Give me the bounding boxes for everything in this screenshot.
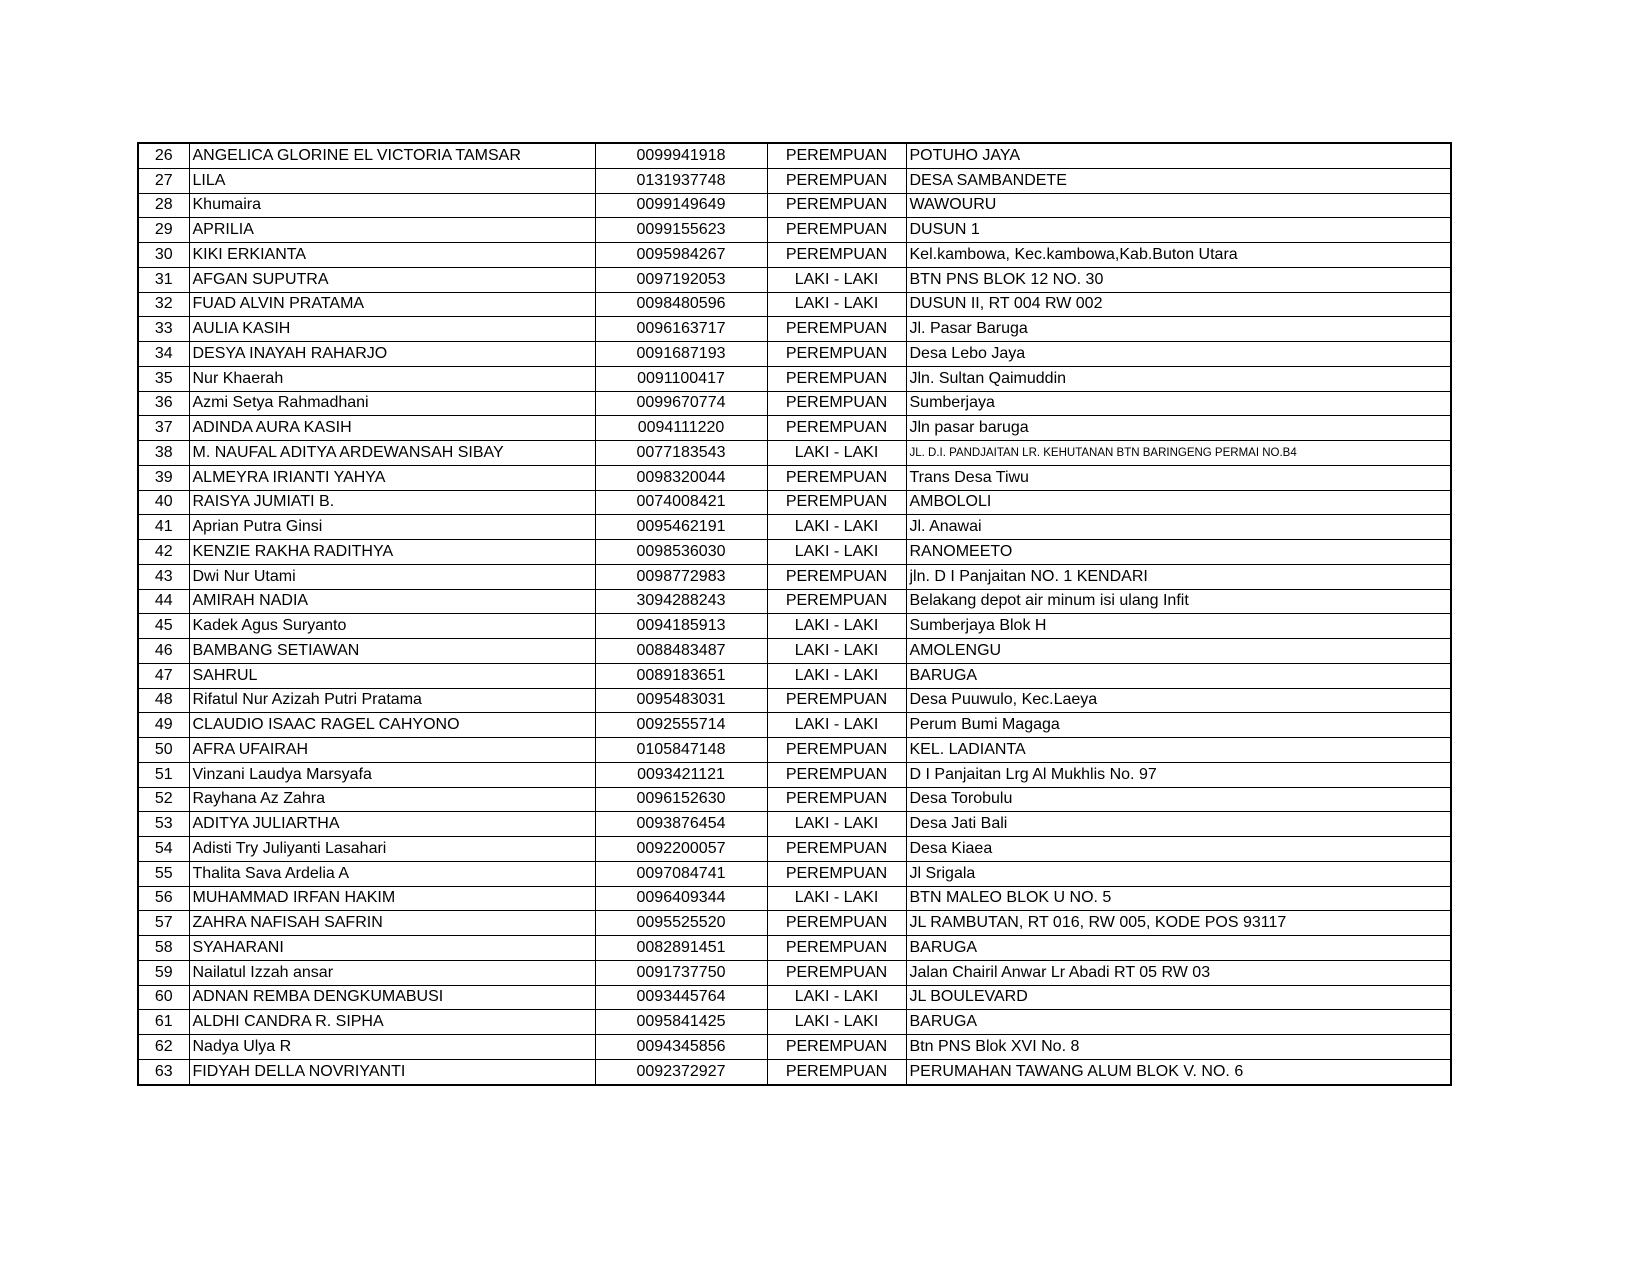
student-id-cell: 0091100417 (595, 366, 767, 391)
gender-cell: LAKI - LAKI (767, 663, 906, 688)
table-row (138, 688, 1451, 713)
student-id-cell: 0091687193 (595, 342, 767, 367)
row-number-cell: 32 (138, 292, 189, 317)
student-id-cell: 0094111220 (595, 416, 767, 441)
gender-cell: PEREMPUAN (767, 465, 906, 490)
gender-cell: LAKI - LAKI (767, 441, 906, 466)
gender-cell: PEREMPUAN (767, 688, 906, 713)
gender-cell: PEREMPUAN (767, 143, 906, 168)
row-number-cell: 55 (138, 861, 189, 886)
student-name-cell: RAISYA JUMIATI B. (189, 490, 595, 515)
row-number-cell: 56 (138, 886, 189, 911)
address-cell: jln. D I Panjaitan NO. 1 KENDARI (906, 564, 1451, 589)
table-row (138, 639, 1451, 664)
gender-cell: PEREMPUAN (767, 193, 906, 218)
student-id-cell: 0096152630 (595, 787, 767, 812)
address-cell: Jalan Chairil Anwar Lr Abadi RT 05 RW 03 (906, 960, 1451, 985)
student-id-cell: 0099155623 (595, 218, 767, 243)
table-row (138, 762, 1451, 787)
gender-cell: PEREMPUAN (767, 416, 906, 441)
table-row (138, 837, 1451, 862)
row-number-cell: 57 (138, 911, 189, 936)
student-name-cell: Rifatul Nur Azizah Putri Pratama (189, 688, 595, 713)
student-name-cell: LILA (189, 168, 595, 193)
student-id-cell: 0092372927 (595, 1059, 767, 1084)
gender-cell: PEREMPUAN (767, 391, 906, 416)
row-number-cell: 54 (138, 837, 189, 862)
row-number-cell: 46 (138, 639, 189, 664)
address-cell: BTN PNS BLOK 12 NO. 30 (906, 267, 1451, 292)
table-row (138, 663, 1451, 688)
table-row (138, 193, 1451, 218)
gender-cell: LAKI - LAKI (767, 614, 906, 639)
student-id-cell: 0094345856 (595, 1035, 767, 1060)
gender-cell: PEREMPUAN (767, 1059, 906, 1084)
row-number-cell: 63 (138, 1059, 189, 1084)
student-id-cell: 0082891451 (595, 936, 767, 961)
table-row (138, 886, 1451, 911)
gender-cell: PEREMPUAN (767, 837, 906, 862)
student-id-cell: 0105847148 (595, 738, 767, 763)
gender-cell: PEREMPUAN (767, 936, 906, 961)
row-number-cell: 34 (138, 342, 189, 367)
gender-cell: PEREMPUAN (767, 243, 906, 268)
student-name-cell: APRILIA (189, 218, 595, 243)
address-cell: Desa Lebo Jaya (906, 342, 1451, 367)
gender-cell: PEREMPUAN (767, 218, 906, 243)
student-name-cell: FUAD ALVIN PRATAMA (189, 292, 595, 317)
gender-cell: LAKI - LAKI (767, 812, 906, 837)
gender-cell: PEREMPUAN (767, 490, 906, 515)
student-name-cell: Adisti Try Juliyanti Lasahari (189, 837, 595, 862)
address-cell: BARUGA (906, 663, 1451, 688)
gender-cell: LAKI - LAKI (767, 886, 906, 911)
address-cell: Sumberjaya (906, 391, 1451, 416)
student-name-cell: ALMEYRA IRIANTI YAHYA (189, 465, 595, 490)
gender-cell: PEREMPUAN (767, 787, 906, 812)
row-number-cell: 58 (138, 936, 189, 961)
gender-cell: PEREMPUAN (767, 762, 906, 787)
table-row (138, 911, 1451, 936)
student-name-cell: AULIA KASIH (189, 317, 595, 342)
gender-cell: LAKI - LAKI (767, 985, 906, 1010)
row-number-cell: 52 (138, 787, 189, 812)
address-cell: Perum Bumi Magaga (906, 713, 1451, 738)
student-id-cell: 0077183543 (595, 441, 767, 466)
student-id-cell: 3094288243 (595, 589, 767, 614)
row-number-cell: 53 (138, 812, 189, 837)
table-row (138, 936, 1451, 961)
row-number-cell: 48 (138, 688, 189, 713)
student-name-cell: M. NAUFAL ADITYA ARDEWANSAH SIBAY (189, 441, 595, 466)
row-number-cell: 27 (138, 168, 189, 193)
student-id-cell: 0099941918 (595, 143, 767, 168)
table-row (138, 143, 1451, 168)
gender-cell: LAKI - LAKI (767, 540, 906, 565)
address-cell: AMBOLOLI (906, 490, 1451, 515)
student-id-cell: 0095525520 (595, 911, 767, 936)
row-number-cell: 44 (138, 589, 189, 614)
student-name-cell: Aprian Putra Ginsi (189, 515, 595, 540)
student-name-cell: Vinzani Laudya Marsyafa (189, 762, 595, 787)
row-number-cell: 33 (138, 317, 189, 342)
address-cell: DUSUN II, RT 004 RW 002 (906, 292, 1451, 317)
student-table (137, 142, 1452, 1086)
address-cell: D I Panjaitan Lrg Al Mukhlis No. 97 (906, 762, 1451, 787)
table-row (138, 292, 1451, 317)
table-row (138, 713, 1451, 738)
table-row (138, 540, 1451, 565)
student-id-cell: 0088483487 (595, 639, 767, 664)
student-id-cell: 0131937748 (595, 168, 767, 193)
student-name-cell: ADITYA JULIARTHA (189, 812, 595, 837)
gender-cell: LAKI - LAKI (767, 515, 906, 540)
table-row (138, 985, 1451, 1010)
student-name-cell: Azmi Setya Rahmadhani (189, 391, 595, 416)
row-number-cell: 35 (138, 366, 189, 391)
student-name-cell: Nailatul Izzah ansar (189, 960, 595, 985)
address-cell: Kel.kambowa, Kec.kambowa,Kab.Buton Utara (906, 243, 1451, 268)
row-number-cell: 29 (138, 218, 189, 243)
address-cell: PERUMAHAN TAWANG ALUM BLOK V. NO. 6 (906, 1059, 1451, 1084)
table-row (138, 317, 1451, 342)
row-number-cell: 37 (138, 416, 189, 441)
address-cell: Desa Torobulu (906, 787, 1451, 812)
table-row (138, 1010, 1451, 1035)
row-number-cell: 60 (138, 985, 189, 1010)
address-cell: DESA SAMBANDETE (906, 168, 1451, 193)
table-row (138, 465, 1451, 490)
gender-cell: PEREMPUAN (767, 911, 906, 936)
student-name-cell: FIDYAH DELLA NOVRIYANTI (189, 1059, 595, 1084)
student-id-cell: 0093445764 (595, 985, 767, 1010)
address-cell: KEL. LADIANTA (906, 738, 1451, 763)
table-row (138, 391, 1451, 416)
row-number-cell: 47 (138, 663, 189, 688)
student-id-cell: 0094185913 (595, 614, 767, 639)
gender-cell: LAKI - LAKI (767, 713, 906, 738)
student-id-cell: 0096163717 (595, 317, 767, 342)
row-number-cell: 45 (138, 614, 189, 639)
student-name-cell: SYAHARANI (189, 936, 595, 961)
row-number-cell: 61 (138, 1010, 189, 1035)
address-cell: Sumberjaya Blok H (906, 614, 1451, 639)
gender-cell: PEREMPUAN (767, 960, 906, 985)
student-name-cell: KENZIE RAKHA RADITHYA (189, 540, 595, 565)
table-row (138, 342, 1451, 367)
student-id-cell: 0097084741 (595, 861, 767, 886)
row-number-cell: 42 (138, 540, 189, 565)
table-row (138, 861, 1451, 886)
row-number-cell: 38 (138, 441, 189, 466)
address-cell: AMOLENGU (906, 639, 1451, 664)
student-name-cell: AMIRAH NADIA (189, 589, 595, 614)
row-number-cell: 28 (138, 193, 189, 218)
table-row (138, 168, 1451, 193)
row-number-cell: 62 (138, 1035, 189, 1060)
student-id-cell: 0098480596 (595, 292, 767, 317)
student-id-cell: 0098536030 (595, 540, 767, 565)
table-row (138, 738, 1451, 763)
address-cell: RANOMEETO (906, 540, 1451, 565)
gender-cell: PEREMPUAN (767, 738, 906, 763)
row-number-cell: 50 (138, 738, 189, 763)
row-number-cell: 40 (138, 490, 189, 515)
student-name-cell: KIKI ERKIANTA (189, 243, 595, 268)
gender-cell: PEREMPUAN (767, 168, 906, 193)
student-name-cell: CLAUDIO ISAAC RAGEL CAHYONO (189, 713, 595, 738)
student-name-cell: Thalita Sava Ardelia A (189, 861, 595, 886)
student-id-cell: 0095984267 (595, 243, 767, 268)
student-id-cell: 0098320044 (595, 465, 767, 490)
address-cell: JL BOULEVARD (906, 985, 1451, 1010)
address-cell: BARUGA (906, 1010, 1451, 1035)
student-name-cell: ZAHRA NAFISAH SAFRIN (189, 911, 595, 936)
student-id-cell: 0097192053 (595, 267, 767, 292)
gender-cell: LAKI - LAKI (767, 639, 906, 664)
student-id-cell: 0098772983 (595, 564, 767, 589)
row-number-cell: 41 (138, 515, 189, 540)
row-number-cell: 31 (138, 267, 189, 292)
table-row (138, 1059, 1451, 1084)
row-number-cell: 30 (138, 243, 189, 268)
table-row (138, 218, 1451, 243)
address-cell: JL RAMBUTAN, RT 016, RW 005, KODE POS 93117 (906, 911, 1451, 936)
table-row (138, 564, 1451, 589)
address-cell: BARUGA (906, 936, 1451, 961)
address-cell: Desa Jati Bali (906, 812, 1451, 837)
student-name-cell: ANGELICA GLORINE EL VICTORIA TAMSAR (189, 143, 595, 168)
row-number-cell: 26 (138, 143, 189, 168)
student-name-cell: Dwi Nur Utami (189, 564, 595, 589)
table-row (138, 589, 1451, 614)
gender-cell: PEREMPUAN (767, 317, 906, 342)
row-number-cell: 59 (138, 960, 189, 985)
student-id-cell: 0095462191 (595, 515, 767, 540)
address-cell: Jl. Anawai (906, 515, 1451, 540)
row-number-cell: 43 (138, 564, 189, 589)
row-number-cell: 49 (138, 713, 189, 738)
address-cell: Jl Srigala (906, 861, 1451, 886)
gender-cell: PEREMPUAN (767, 1035, 906, 1060)
student-id-cell: 0093876454 (595, 812, 767, 837)
student-id-cell: 0099670774 (595, 391, 767, 416)
student-id-cell: 0091737750 (595, 960, 767, 985)
address-cell: WAWOURU (906, 193, 1451, 218)
table-row (138, 267, 1451, 292)
table-row (138, 416, 1451, 441)
student-id-cell: 0089183651 (595, 663, 767, 688)
table-row (138, 1035, 1451, 1060)
table-row (138, 243, 1451, 268)
address-cell: Jln. Sultan Qaimuddin (906, 366, 1451, 391)
student-id-cell: 0095483031 (595, 688, 767, 713)
address-cell: Jln pasar baruga (906, 416, 1451, 441)
student-name-cell: Kadek Agus Suryanto (189, 614, 595, 639)
address-cell: Desa Puuwulo, Kec.Laeya (906, 688, 1451, 713)
address-cell: JL. D.I. PANDJAITAN LR. KEHUTANAN BTN BARINGENG PERMAI NO.B4 (906, 441, 1451, 466)
student-name-cell: Nadya Ulya R (189, 1035, 595, 1060)
student-name-cell: BAMBANG SETIAWAN (189, 639, 595, 664)
table-row (138, 960, 1451, 985)
student-id-cell: 0095841425 (595, 1010, 767, 1035)
address-cell: Desa Kiaea (906, 837, 1451, 862)
student-id-cell: 0093421121 (595, 762, 767, 787)
address-cell: POTUHO JAYA (906, 143, 1451, 168)
gender-cell: PEREMPUAN (767, 564, 906, 589)
student-name-cell: SAHRUL (189, 663, 595, 688)
gender-cell: LAKI - LAKI (767, 267, 906, 292)
address-cell: Jl. Pasar Baruga (906, 317, 1451, 342)
row-number-cell: 51 (138, 762, 189, 787)
student-name-cell: Rayhana Az Zahra (189, 787, 595, 812)
student-name-cell: AFRA UFAIRAH (189, 738, 595, 763)
gender-cell: PEREMPUAN (767, 366, 906, 391)
gender-cell: PEREMPUAN (767, 342, 906, 367)
student-id-cell: 0074008421 (595, 490, 767, 515)
table-row (138, 787, 1451, 812)
address-cell: Belakang depot air minum isi ulang Infit (906, 589, 1451, 614)
student-name-cell: ADNAN REMBA DENGKUMABUSI (189, 985, 595, 1010)
student-name-cell: Khumaira (189, 193, 595, 218)
student-table-body (138, 143, 1451, 1085)
row-number-cell: 39 (138, 465, 189, 490)
address-cell: Trans Desa Tiwu (906, 465, 1451, 490)
gender-cell: PEREMPUAN (767, 589, 906, 614)
student-name-cell: DESYA INAYAH RAHARJO (189, 342, 595, 367)
table-row (138, 515, 1451, 540)
address-cell: DUSUN 1 (906, 218, 1451, 243)
table-row (138, 441, 1451, 466)
gender-cell: LAKI - LAKI (767, 292, 906, 317)
student-id-cell: 0092555714 (595, 713, 767, 738)
gender-cell: LAKI - LAKI (767, 1010, 906, 1035)
address-cell: BTN MALEO BLOK U NO. 5 (906, 886, 1451, 911)
student-name-cell: AFGAN SUPUTRA (189, 267, 595, 292)
row-number-cell: 36 (138, 391, 189, 416)
table-row (138, 490, 1451, 515)
student-id-cell: 0092200057 (595, 837, 767, 862)
table-row (138, 614, 1451, 639)
student-name-cell: MUHAMMAD IRFAN HAKIM (189, 886, 595, 911)
student-name-cell: Nur Khaerah (189, 366, 595, 391)
table-row (138, 366, 1451, 391)
student-id-cell: 0096409344 (595, 886, 767, 911)
student-id-cell: 0099149649 (595, 193, 767, 218)
address-cell: Btn PNS Blok XVI No. 8 (906, 1035, 1451, 1060)
student-name-cell: ADINDA AURA KASIH (189, 416, 595, 441)
gender-cell: PEREMPUAN (767, 861, 906, 886)
student-name-cell: ALDHI CANDRA R. SIPHA (189, 1010, 595, 1035)
table-row (138, 812, 1451, 837)
